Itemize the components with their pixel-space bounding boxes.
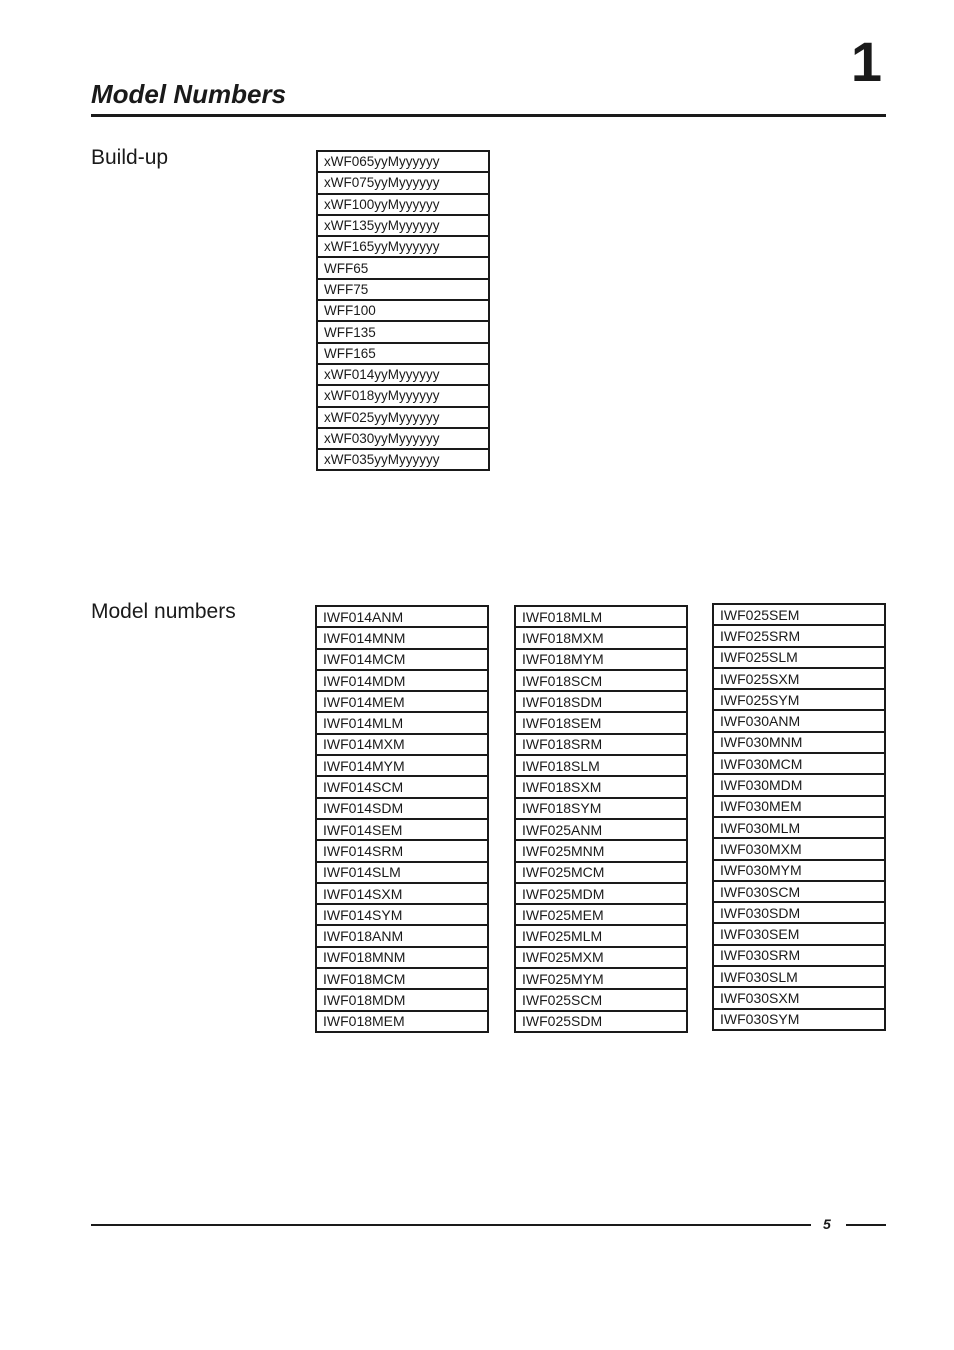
model-numbers-column-2 xyxy=(514,605,688,1033)
model-number-row xyxy=(515,1011,687,1032)
model-code-cell: IWF030SRM xyxy=(713,945,885,966)
model-number-row xyxy=(713,881,885,902)
model-code-cell: IWF025MEM xyxy=(515,904,687,925)
chapter-number: 1 xyxy=(850,30,882,93)
model-code-cell: WFF75 xyxy=(317,279,489,300)
model-code-cell: IWF018MXM xyxy=(515,627,687,648)
model-code-cell: IWF014ANM xyxy=(316,606,488,627)
model-code-cell: IWF018SYM xyxy=(515,798,687,819)
model-code-cell: IWF030MCM xyxy=(713,753,885,774)
model-code-cell: IWF025MXM xyxy=(515,947,687,968)
model-number-row xyxy=(515,947,687,968)
buildup-row xyxy=(317,449,489,470)
model-code-cell: IWF030MEM xyxy=(713,796,885,817)
buildup-row xyxy=(317,194,489,215)
model-code-cell: IWF030MDM xyxy=(713,774,885,795)
model-code-cell: IWF030MLM xyxy=(713,817,885,838)
model-number-row xyxy=(713,860,885,881)
model-code-cell: IWF014MDM xyxy=(316,670,488,691)
model-number-row xyxy=(316,840,488,861)
buildup-row xyxy=(317,428,489,449)
model-code-cell: IWF030MXM xyxy=(713,838,885,859)
model-code-cell: IWF030SXM xyxy=(713,987,885,1008)
model-number-row xyxy=(515,670,687,691)
model-number-row xyxy=(316,606,488,627)
model-code-cell: IWF030SLM xyxy=(713,966,885,987)
model-number-row xyxy=(713,923,885,944)
model-number-row xyxy=(515,925,687,946)
model-number-row xyxy=(515,904,687,925)
model-code-cell: IWF014MXM xyxy=(316,734,488,755)
model-code-cell: WFF135 xyxy=(317,321,489,342)
model-number-row xyxy=(515,883,687,904)
model-number-row xyxy=(316,712,488,733)
model-number-row xyxy=(713,817,885,838)
model-code-cell: IWF018MLM xyxy=(515,606,687,627)
model-number-row xyxy=(515,840,687,861)
model-code-cell: IWF014SXM xyxy=(316,883,488,904)
page-title: Model Numbers xyxy=(91,79,287,109)
model-number-row xyxy=(316,670,488,691)
model-number-row xyxy=(316,947,488,968)
model-numbers-label: Model numbers xyxy=(91,600,236,623)
model-code-cell: WFF65 xyxy=(317,257,489,278)
footer-divider-left xyxy=(91,1224,811,1226)
model-code-cell: IWF018ANM xyxy=(316,925,488,946)
model-number-row xyxy=(515,989,687,1010)
model-code-cell: IWF025ANM xyxy=(515,819,687,840)
model-numbers-column-1 xyxy=(315,605,489,1033)
model-code-cell: IWF030MNM xyxy=(713,732,885,753)
model-code-cell: IWF014MLM xyxy=(316,712,488,733)
model-number-row xyxy=(515,862,687,883)
title-divider xyxy=(91,114,886,117)
model-code-cell: IWF018MEM xyxy=(316,1011,488,1032)
buildup-label: Build-up xyxy=(91,146,169,169)
model-code-cell: IWF018SEM xyxy=(515,712,687,733)
model-code-cell: IWF018SCM xyxy=(515,670,687,691)
model-number-row xyxy=(515,734,687,755)
model-number-row xyxy=(713,625,885,646)
model-code-cell: IWF025MDM xyxy=(515,883,687,904)
model-number-row xyxy=(316,1011,488,1032)
model-number-row xyxy=(713,1009,885,1030)
model-code-cell: IWF014MYM xyxy=(316,755,488,776)
model-code-cell: IWF025MNM xyxy=(515,840,687,861)
model-number-row xyxy=(713,689,885,710)
model-code-cell: IWF025SEM xyxy=(713,604,885,625)
model-code-cell: WFF100 xyxy=(317,300,489,321)
model-number-row xyxy=(316,798,488,819)
model-code-cell: IWF030ANM xyxy=(713,710,885,731)
model-number-row xyxy=(316,691,488,712)
buildup-row xyxy=(317,151,489,172)
model-number-row xyxy=(316,776,488,797)
model-code-cell: IWF030SEM xyxy=(713,923,885,944)
model-code-cell: IWF025SXM xyxy=(713,668,885,689)
model-number-row xyxy=(713,774,885,795)
model-code-cell: IWF018SRM xyxy=(515,734,687,755)
model-number-row xyxy=(713,753,885,774)
model-code-cell: IWF025MYM xyxy=(515,968,687,989)
model-number-row xyxy=(316,734,488,755)
model-number-row xyxy=(316,883,488,904)
model-code-cell: IWF025SYM xyxy=(713,689,885,710)
model-code-cell: xWF075yyMyyyyyy xyxy=(317,172,489,193)
model-number-row xyxy=(515,755,687,776)
model-number-row xyxy=(713,902,885,923)
model-number-row xyxy=(515,819,687,840)
buildup-row xyxy=(317,215,489,236)
model-code-cell: xWF014yyMyyyyyy xyxy=(317,364,489,385)
model-code-cell: xWF065yyMyyyyyy xyxy=(317,151,489,172)
model-number-row xyxy=(316,649,488,670)
model-code-cell: IWF014SYM xyxy=(316,904,488,925)
model-code-cell: IWF030SCM xyxy=(713,881,885,902)
buildup-row xyxy=(317,321,489,342)
model-number-row xyxy=(713,796,885,817)
buildup-row xyxy=(317,279,489,300)
model-number-row xyxy=(713,987,885,1008)
buildup-row xyxy=(317,364,489,385)
model-code-cell: xWF135yyMyyyyyy xyxy=(317,215,489,236)
model-number-row xyxy=(515,776,687,797)
model-numbers-column-3 xyxy=(712,603,886,1031)
model-code-cell: IWF018MCM xyxy=(316,968,488,989)
buildup-row xyxy=(317,385,489,406)
buildup-row xyxy=(317,300,489,321)
model-code-cell: xWF025yyMyyyyyy xyxy=(317,407,489,428)
model-number-row xyxy=(316,862,488,883)
buildup-table xyxy=(316,150,490,471)
model-number-row xyxy=(713,647,885,668)
model-code-cell: WFF165 xyxy=(317,343,489,364)
model-number-row xyxy=(713,604,885,625)
model-number-row xyxy=(515,627,687,648)
model-code-cell: IWF025SCM xyxy=(515,989,687,1010)
model-number-row xyxy=(515,968,687,989)
model-number-row xyxy=(316,925,488,946)
model-number-row xyxy=(316,627,488,648)
model-code-cell: IWF025SRM xyxy=(713,625,885,646)
page-number: 5 xyxy=(823,1216,831,1232)
model-number-row xyxy=(713,668,885,689)
model-code-cell: IWF025MLM xyxy=(515,925,687,946)
model-number-row xyxy=(713,966,885,987)
model-number-row xyxy=(515,606,687,627)
model-number-row xyxy=(515,649,687,670)
model-code-cell: IWF014SCM xyxy=(316,776,488,797)
buildup-row xyxy=(317,236,489,257)
model-number-row xyxy=(515,798,687,819)
model-code-cell: IWF014MNM xyxy=(316,627,488,648)
model-code-cell: xWF018yyMyyyyyy xyxy=(317,385,489,406)
model-number-row xyxy=(316,989,488,1010)
model-code-cell: IWF018MNM xyxy=(316,947,488,968)
model-number-row xyxy=(713,838,885,859)
model-code-cell: IWF030SDM xyxy=(713,902,885,923)
model-code-cell: IWF025SLM xyxy=(713,647,885,668)
model-code-cell: IWF014MCM xyxy=(316,649,488,670)
model-code-cell: IWF025SDM xyxy=(515,1011,687,1032)
model-code-cell: xWF100yyMyyyyyy xyxy=(317,194,489,215)
model-code-cell: IWF018MYM xyxy=(515,649,687,670)
model-code-cell: IWF014SDM xyxy=(316,798,488,819)
model-code-cell: IWF030MYM xyxy=(713,860,885,881)
model-code-cell: IWF014SRM xyxy=(316,840,488,861)
model-code-cell: IWF018SLM xyxy=(515,755,687,776)
model-number-row xyxy=(316,904,488,925)
model-number-row xyxy=(316,968,488,989)
buildup-row xyxy=(317,343,489,364)
model-number-row xyxy=(713,710,885,731)
model-number-row xyxy=(316,819,488,840)
model-code-cell: xWF165yyMyyyyyy xyxy=(317,236,489,257)
footer-divider-right xyxy=(846,1224,886,1226)
model-number-row xyxy=(713,732,885,753)
model-code-cell: IWF014MEM xyxy=(316,691,488,712)
model-code-cell: IWF030SYM xyxy=(713,1009,885,1030)
model-number-row xyxy=(713,945,885,966)
model-code-cell: IWF025MCM xyxy=(515,862,687,883)
model-code-cell: IWF014SLM xyxy=(316,862,488,883)
buildup-row xyxy=(317,257,489,278)
model-code-cell: xWF035yyMyyyyyy xyxy=(317,449,489,470)
model-code-cell: xWF030yyMyyyyyy xyxy=(317,428,489,449)
model-code-cell: IWF014SEM xyxy=(316,819,488,840)
model-code-cell: IWF018SXM xyxy=(515,776,687,797)
model-code-cell: IWF018MDM xyxy=(316,989,488,1010)
buildup-row xyxy=(317,407,489,428)
model-number-row xyxy=(515,691,687,712)
buildup-row xyxy=(317,172,489,193)
model-number-row xyxy=(515,712,687,733)
model-code-cell: IWF018SDM xyxy=(515,691,687,712)
model-number-row xyxy=(316,755,488,776)
